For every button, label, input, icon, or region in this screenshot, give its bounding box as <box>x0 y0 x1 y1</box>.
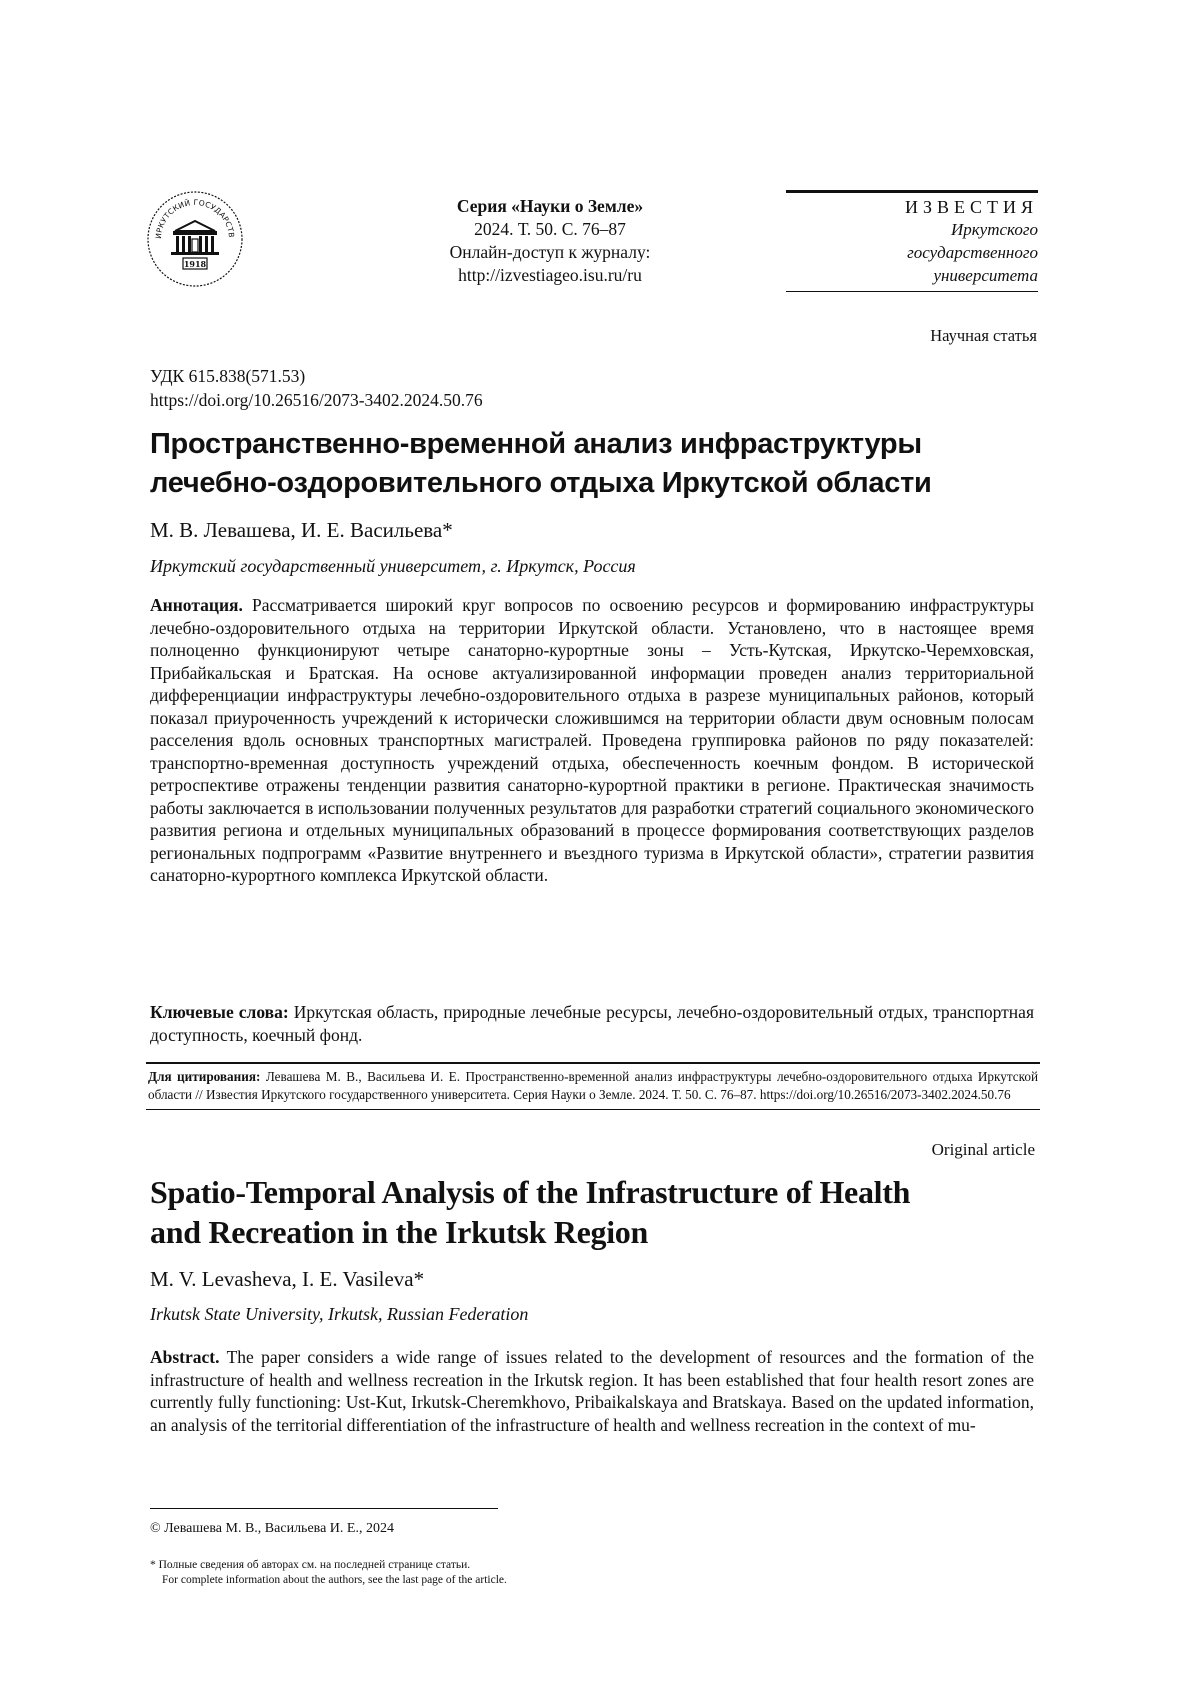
article-type-en: Original article <box>931 1140 1035 1159</box>
journal-line-3: государственного <box>907 243 1038 262</box>
journal-line-2: Иркутского <box>950 220 1038 239</box>
affiliation-en: Irkutsk State University, Irkutsk, Russian Federation <box>150 1304 529 1324</box>
svg-text:ИРКУТСКИЙ ГОСУДАРСТВЕННЫЙ УНИВ: ИРКУТСКИЙ ГОСУДАРСТВ <box>153 197 237 240</box>
university-seal-logo <box>145 189 245 289</box>
journal-top-rule <box>786 190 1038 193</box>
title-ru <box>150 425 1050 503</box>
article-type-ru: Научная статья <box>930 326 1037 345</box>
journal-line-4: университета <box>933 266 1038 285</box>
doi-link[interactable]: https://doi.org/10.26516/2073-3402.2024.50.76 <box>150 390 483 410</box>
footnote-rule <box>150 1508 498 1509</box>
udk-code: УДК 615.838(571.53) <box>150 366 306 386</box>
author-note-en: For complete information about the authors, see the last page of the article. <box>162 1574 507 1586</box>
keywords-ru <box>150 1001 1034 1046</box>
author-note-ru: * Полные сведения об авторах см. на последней странице статьи. <box>150 1559 471 1571</box>
abstract-ru <box>150 594 1034 887</box>
issue-info: 2024. Т. 50. С. 76–87 <box>474 219 626 239</box>
keywords-ru-text: Иркутская область, природные лечебные ресурсы, лечебно-оздоровительный отдых, транспортная доступность, коечный фонд. <box>150 1002 1034 1045</box>
authors-ru: М. В. Левашева, И. Е. Васильева* <box>150 518 453 542</box>
online-access-label: Онлайн-доступ к журналу: <box>449 242 651 262</box>
title-en-line-1: Spatio-Temporal Analysis of the Infrastructure of Health <box>150 1174 911 1210</box>
journal-word: ИЗВЕСТИЯ <box>904 197 1038 217</box>
title-ru-line-1: Пространственно-временной анализ инфраструктуры <box>150 428 922 460</box>
keywords-ru-label: Ключевые слова: <box>150 1002 289 1022</box>
udk-doi-block <box>150 364 483 412</box>
journal-url[interactable]: http://izvestiageo.isu.ru/ru <box>458 265 642 285</box>
affiliation-ru: Иркутский государственный университет, г. Иркутск, Россия <box>150 556 636 576</box>
authors-en: M. V. Levasheva, I. E. Vasileva* <box>150 1267 425 1291</box>
citation-label: Для цитирования: <box>148 1069 261 1084</box>
copyright: © Левашева М. В., Васильева И. Е., 2024 <box>150 1521 394 1536</box>
abstract-en-text: The paper considers a wide range of issues related to the development of resources and the formation of the infrastructure of health and wellness recreation in the Irkutsk region. It has been established that four health resort zones are currently fully functioning: Ust-Kut, Irkutsk-Cheremkhovo, Pribaikalskaya and Bratskaya. Based on the updated information, an analysis of the territorial differentiation of the infrastructure of health and wellness recreation in the context of mu- <box>150 1347 1035 1435</box>
journal-name-block <box>786 190 1038 292</box>
seal-year: 1918 <box>183 259 207 269</box>
journal-bottom-rule <box>786 291 1038 292</box>
journal-series-info <box>410 195 690 287</box>
abstract-en-label: Abstract. <box>150 1347 220 1367</box>
title-en-line-2: and Recreation in the Irkutsk Region <box>150 1214 648 1250</box>
abstract-ru-text: Рассматривается широкий круг вопросов по освоению ресурсов и формированию инфраструктуры лечебно-оздоровительного отдыха на территории Иркутской области. Установлено, что в настоящее время полноценно функционируют четыре санаторно-курортные зоны – Усть-Кутская, Иркутско-Черемховская, Прибайкальская и Братская. На основе актуализированной информации проведен анализ территориальной дифференциации инфраструктуры лечебно-оздоровительного отдыха в разрезе муниципальных районов, который показал приуроченность учреждений к исторически сложившимся на территории области двум основным полосам расселения вдоль основных транспортных магистралей. Проведена группировка районов по ряду показателей: транспортно-временная доступность учреждений отдыха, обеспеченность коечным фондом. В исторической ретроспективе отражены тенденции развития санаторно-курортной практики в регионе. Практическая значимость работы заключается в использовании полученных результатов для разработки стратегий социального экономического развития региона и отдельных муниципальных образований в процессе формирования соответствующих разделов региональных подпрограмм «Развитие внутреннего и въездного туризма в Иркутской области», стратегии развития санаторно-курортного комплекса Иркутской области. <box>150 595 1035 885</box>
author-note <box>150 1558 507 1588</box>
abstract-ru-label: Аннотация. <box>150 595 243 615</box>
title-en <box>150 1172 1050 1252</box>
citation-box <box>146 1062 1040 1110</box>
series-title: Серия «Науки о Земле» <box>456 196 644 216</box>
abstract-en <box>150 1346 1034 1436</box>
title-ru-line-2: лечебно-оздоровительного отдыха Иркутской области <box>150 467 932 499</box>
citation-text: Левашева М. В., Васильева И. Е. Пространственно-временной анализ инфраструктуры лечебно-оздоровительного отдыха Иркутской области // Известия Иркутского государственного университета. Серия Науки о Земле. 2024. Т. 50. С. 76–87. https://doi.org/10.26516/2073-3402.2024.50.76 <box>148 1069 1039 1102</box>
